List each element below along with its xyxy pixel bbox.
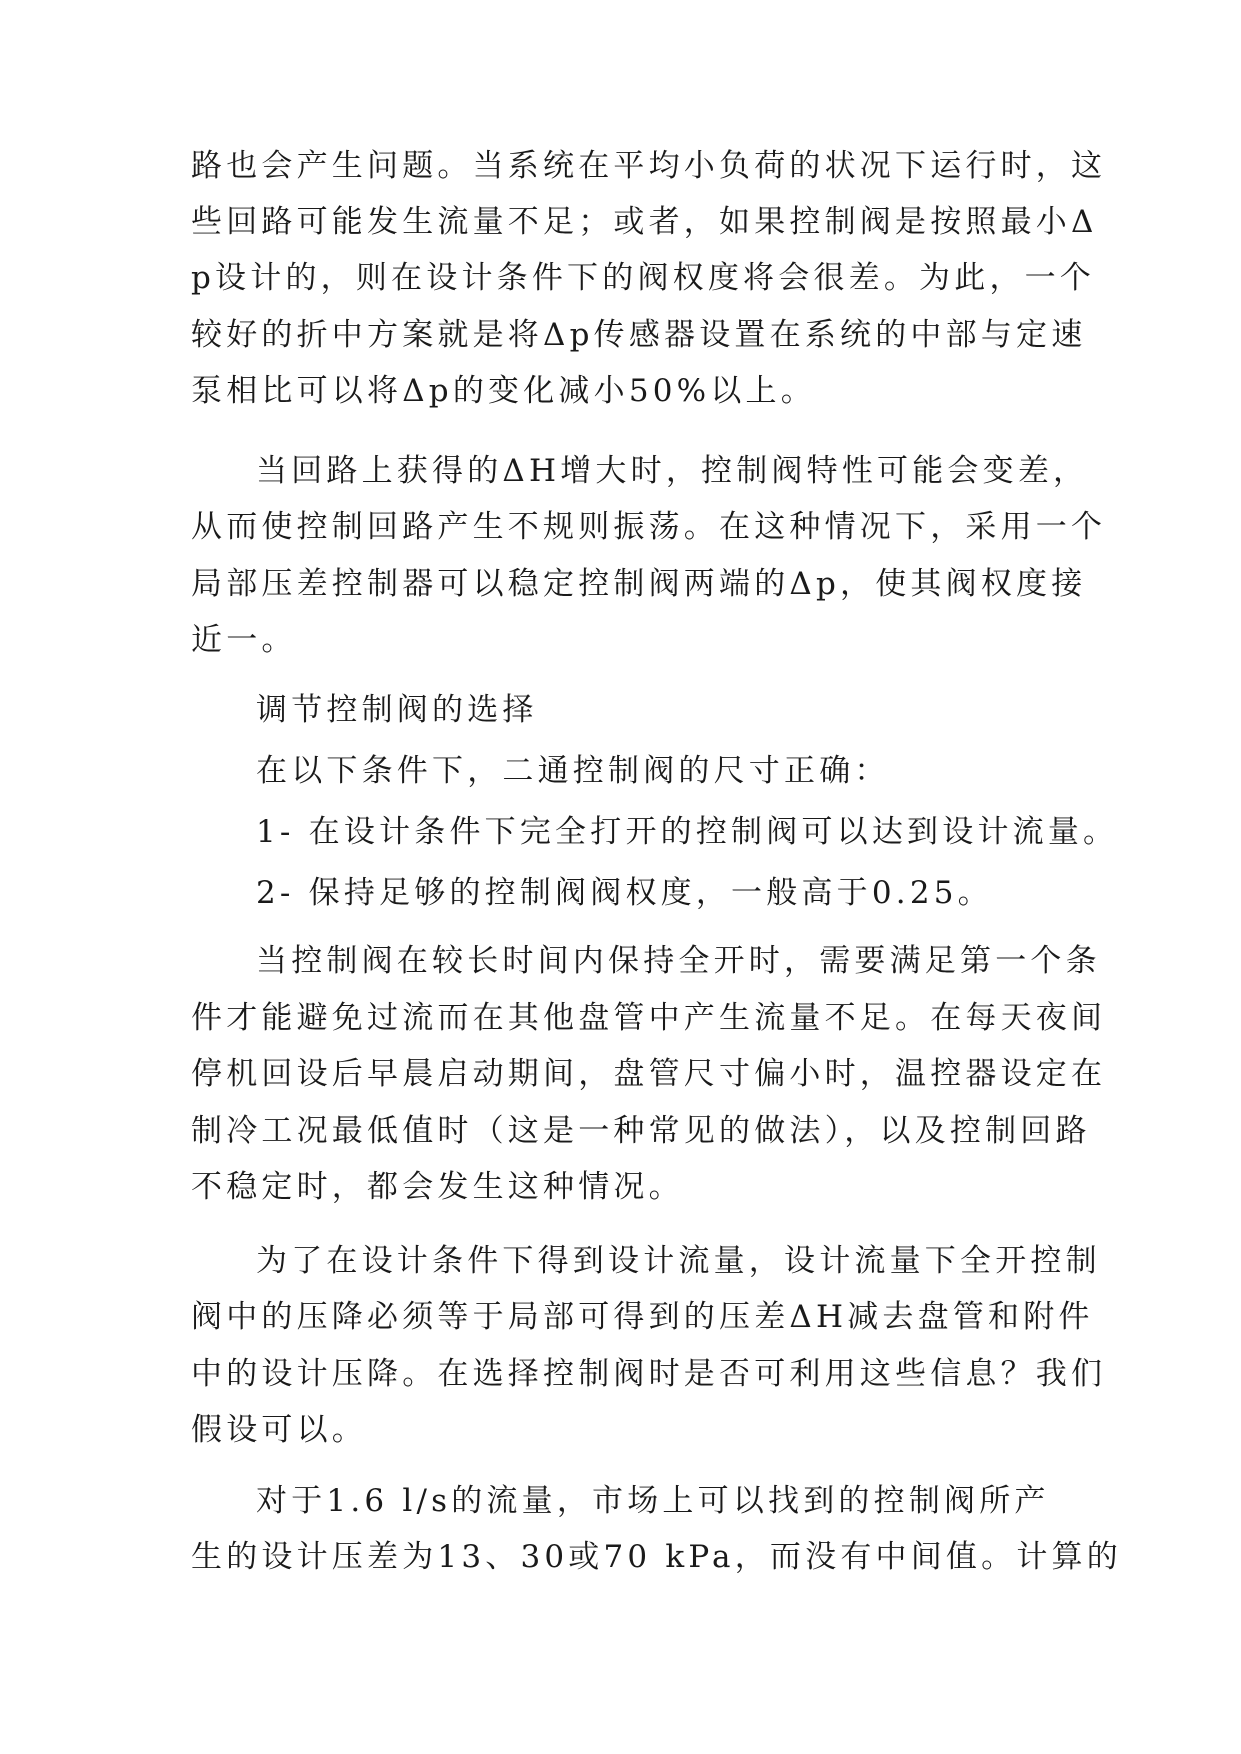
text-line: 从而使控制回路产生不规则振荡。在这种情况下，采用一个 <box>191 509 1107 545</box>
text-line: 泵相比可以将Δp的变化减小50%以上。 <box>191 373 816 409</box>
text-line: 为了在设计条件下得到设计流量，设计流量下全开控制 <box>256 1243 1101 1279</box>
text-line: 当控制阀在较长时间内保持全开时，需要满足第一个条 <box>256 943 1101 979</box>
text-line: 生的设计压差为13、30或70 kPa，而没有中间值。计算的 <box>191 1539 1122 1575</box>
text-line: 路也会产生问题。当系统在平均小负荷的状况下运行时，这 <box>191 148 1107 184</box>
text-line: 不稳定时，都会发生这种情况。 <box>191 1169 684 1205</box>
text-line: 中的设计压降。在选择控制阀时是否可利用这些信息？我们 <box>191 1356 1107 1392</box>
text-line: 在以下条件下，二通控制阀的尺寸正确： <box>256 753 890 789</box>
text-line: 制冷工况最低值时（这是一种常见的做法），以及控制回路 <box>191 1113 1091 1149</box>
text-line: 停机回设后早晨启动期间，盘管尺寸偏小时，温控器设定在 <box>191 1056 1107 1092</box>
section-heading: 调节控制阀的选择 <box>256 692 538 728</box>
text-line: 局部压差控制器可以稳定控制阀两端的Δp，使其阀权度接 <box>191 566 1087 602</box>
list-item: 1- 在设计条件下完全打开的控制阀可以达到设计流量。 <box>256 814 1119 850</box>
text-line: 较好的折中方案就是将Δp传感器设置在系统的中部与定速 <box>191 317 1087 353</box>
text-line: 些回路可能发生流量不足；或者，如果控制阀是按照最小Δ <box>191 204 1098 240</box>
text-line: 阀中的压降必须等于局部可得到的压差ΔH减去盘管和附件 <box>191 1299 1094 1335</box>
text-line: 当回路上获得的ΔH增大时，控制阀特性可能会变差， <box>256 453 1089 489</box>
text-line: 假设可以。 <box>191 1412 367 1448</box>
list-item: 2- 保持足够的控制阀阀权度，一般高于0.25。 <box>256 875 993 911</box>
text-line: 近一。 <box>191 622 297 658</box>
text-line: p设计的，则在设计条件下的阀权度将会很差。为此，一个 <box>191 260 1096 296</box>
text-line: 对于1.6 l/s的流量，市场上可以找到的控制阀所产 <box>256 1483 1050 1519</box>
text-line: 件才能避免过流而在其他盘管中产生流量不足。在每天夜间 <box>191 1000 1107 1036</box>
